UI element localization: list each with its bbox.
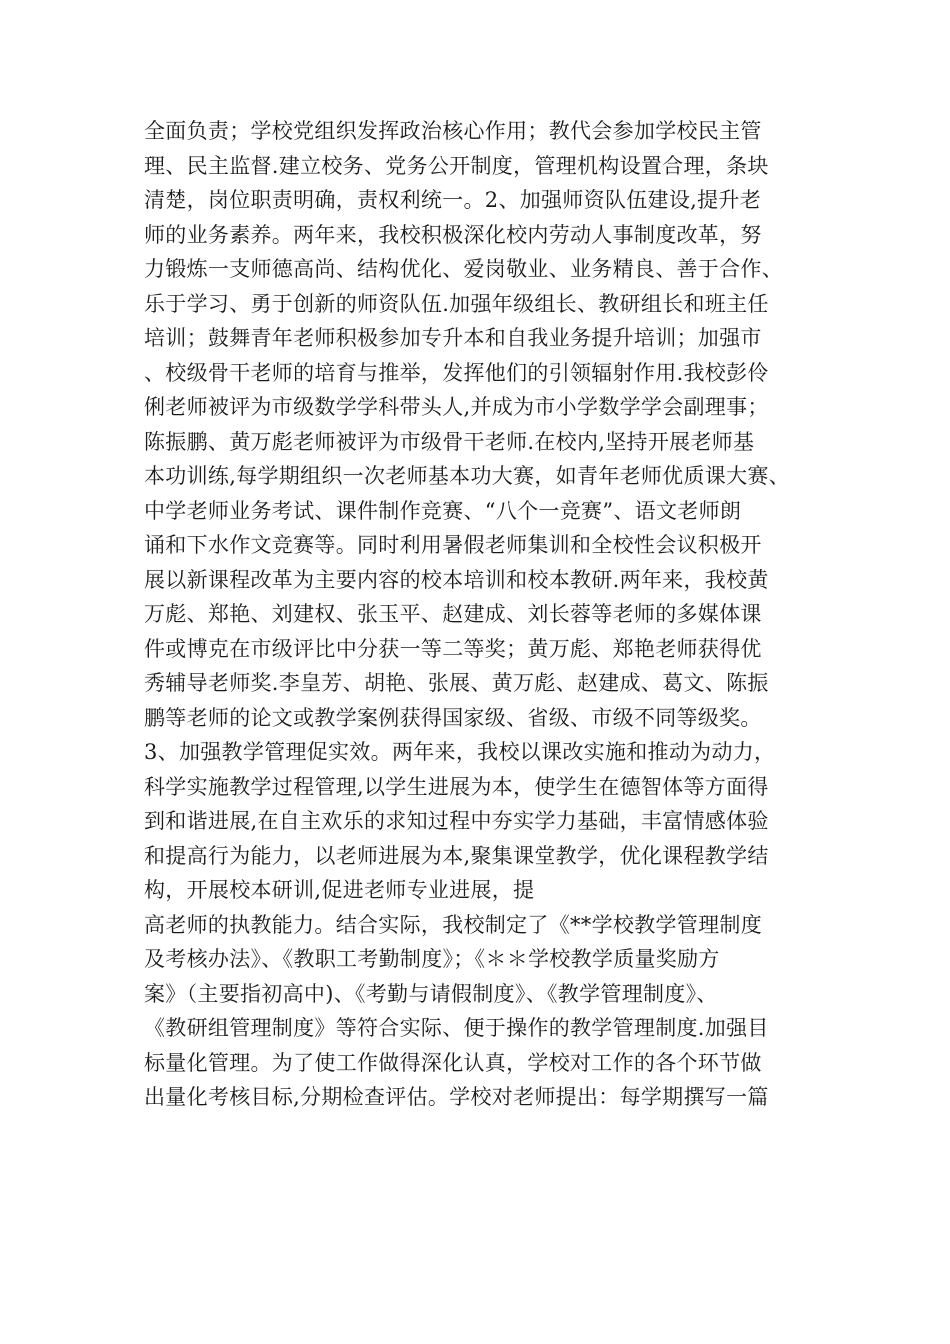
- text-line: 件或博克在市级评比中分获一等二等奖；黄万彪、郑艳老师获得优: [144, 636, 762, 661]
- text-line: 中学老师业务考试、课件制作竞赛、“八个一竞赛”、语文老师朗: [144, 498, 742, 523]
- text-line: 3、加强教学管理促实效。两年来，我校以课改实施和推动为动力，: [144, 740, 776, 764]
- text-line: 高老师的执教能力。结合实际，我校制定了《**学校教学管理制度: [144, 912, 762, 937]
- text-line: 力锻炼一支师德高尚、结构优化、爱岗敬业、业务精良、善于合作、: [144, 257, 783, 281]
- body-text: [144, 114, 834, 1115]
- text-line: 理、民主监督.建立校务、党务公开制度，管理机构设置合理，条块: [144, 153, 769, 178]
- text-line: 标量化管理。为了使工作做得深化认真，学校对工作的各个环节做: [144, 1050, 762, 1075]
- text-line: 出量化考核目标,分期检查评估。学校对老师提出：每学期撰写一篇: [144, 1085, 769, 1109]
- text-line: 本功训练,每学期组织一次老师基本功大赛，如青年老师优质课大赛、: [144, 464, 790, 488]
- text-line: 清楚，岗位职责明确，责权利统一。2、加强师资队伍建设,提升老: [144, 188, 762, 212]
- text-line: 到和谐进展,在自主欢乐的求知过程中夯实学力基础，丰富情感体验: [144, 809, 769, 833]
- text-line: 培训；鼓舞青年老师积极参加专升本和自我业务提升培训；加强市: [144, 326, 762, 350]
- text-line: 科学实施教学过程管理,以学生进展为本，使学生在德智体等方面得: [144, 774, 769, 799]
- text-line: 及考核办法》、《教职工考勤制度》；《＊＊学校教学质量奖励方: [144, 947, 720, 971]
- text-line: 、校级骨干老师的培育与推举，发挥他们的引领辐射作用.我校彭伶: [144, 360, 769, 385]
- text-line: 师的业务素养。两年来，我校积极深化校内劳动人事制度改革，努: [144, 222, 762, 247]
- text-line: 和提高行为能力，以老师进展为本,聚集课堂教学，优化课程教学结: [144, 843, 769, 868]
- text-line: 乐于学习、勇于创新的师资队伍.加强年级组长、教研组长和班主任: [144, 291, 769, 316]
- text-line: 俐老师被评为市级数学学科带头人,并成为市小学数学学会副理事；: [144, 395, 769, 419]
- text-line: 构，开展校本研训,促进老师专业进展，提: [144, 878, 535, 902]
- text-line: 《教研组管理制度》等符合实际、便于操作的教学管理制度.加强目: [144, 1016, 769, 1040]
- text-line: 诵和下水作文竞赛等。同时利用暑假老师集训和全校性会议积极开: [144, 533, 762, 557]
- text-line: 陈振鹏、黄万彪老师被评为市级骨干老师.在校内,坚持开展老师基: [144, 429, 755, 454]
- text-line: 展以新课程改革为主要内容的校本培训和校本教研.两年来，我校黄: [144, 567, 769, 592]
- text-line: 秀辅导老师奖.李皇芳、胡艳、张展、黄万彪、赵建成、葛文、陈振: [144, 671, 769, 695]
- text-line: 案》（主要指初高中)、《考勤与请假制度》、《教学管理制度》、: [144, 981, 718, 1006]
- text-line: 万彪、郑艳、刘建权、张玉平、赵建成、刘长蓉等老师的多媒体课: [144, 602, 762, 626]
- text-line: 鹏等老师的论文或教学案例获得国家级、省级、市级不同等级奖。: [144, 705, 762, 730]
- text-line: 全面负责；学校党组织发挥政治核心作用；教代会参加学校民主管: [144, 119, 762, 143]
